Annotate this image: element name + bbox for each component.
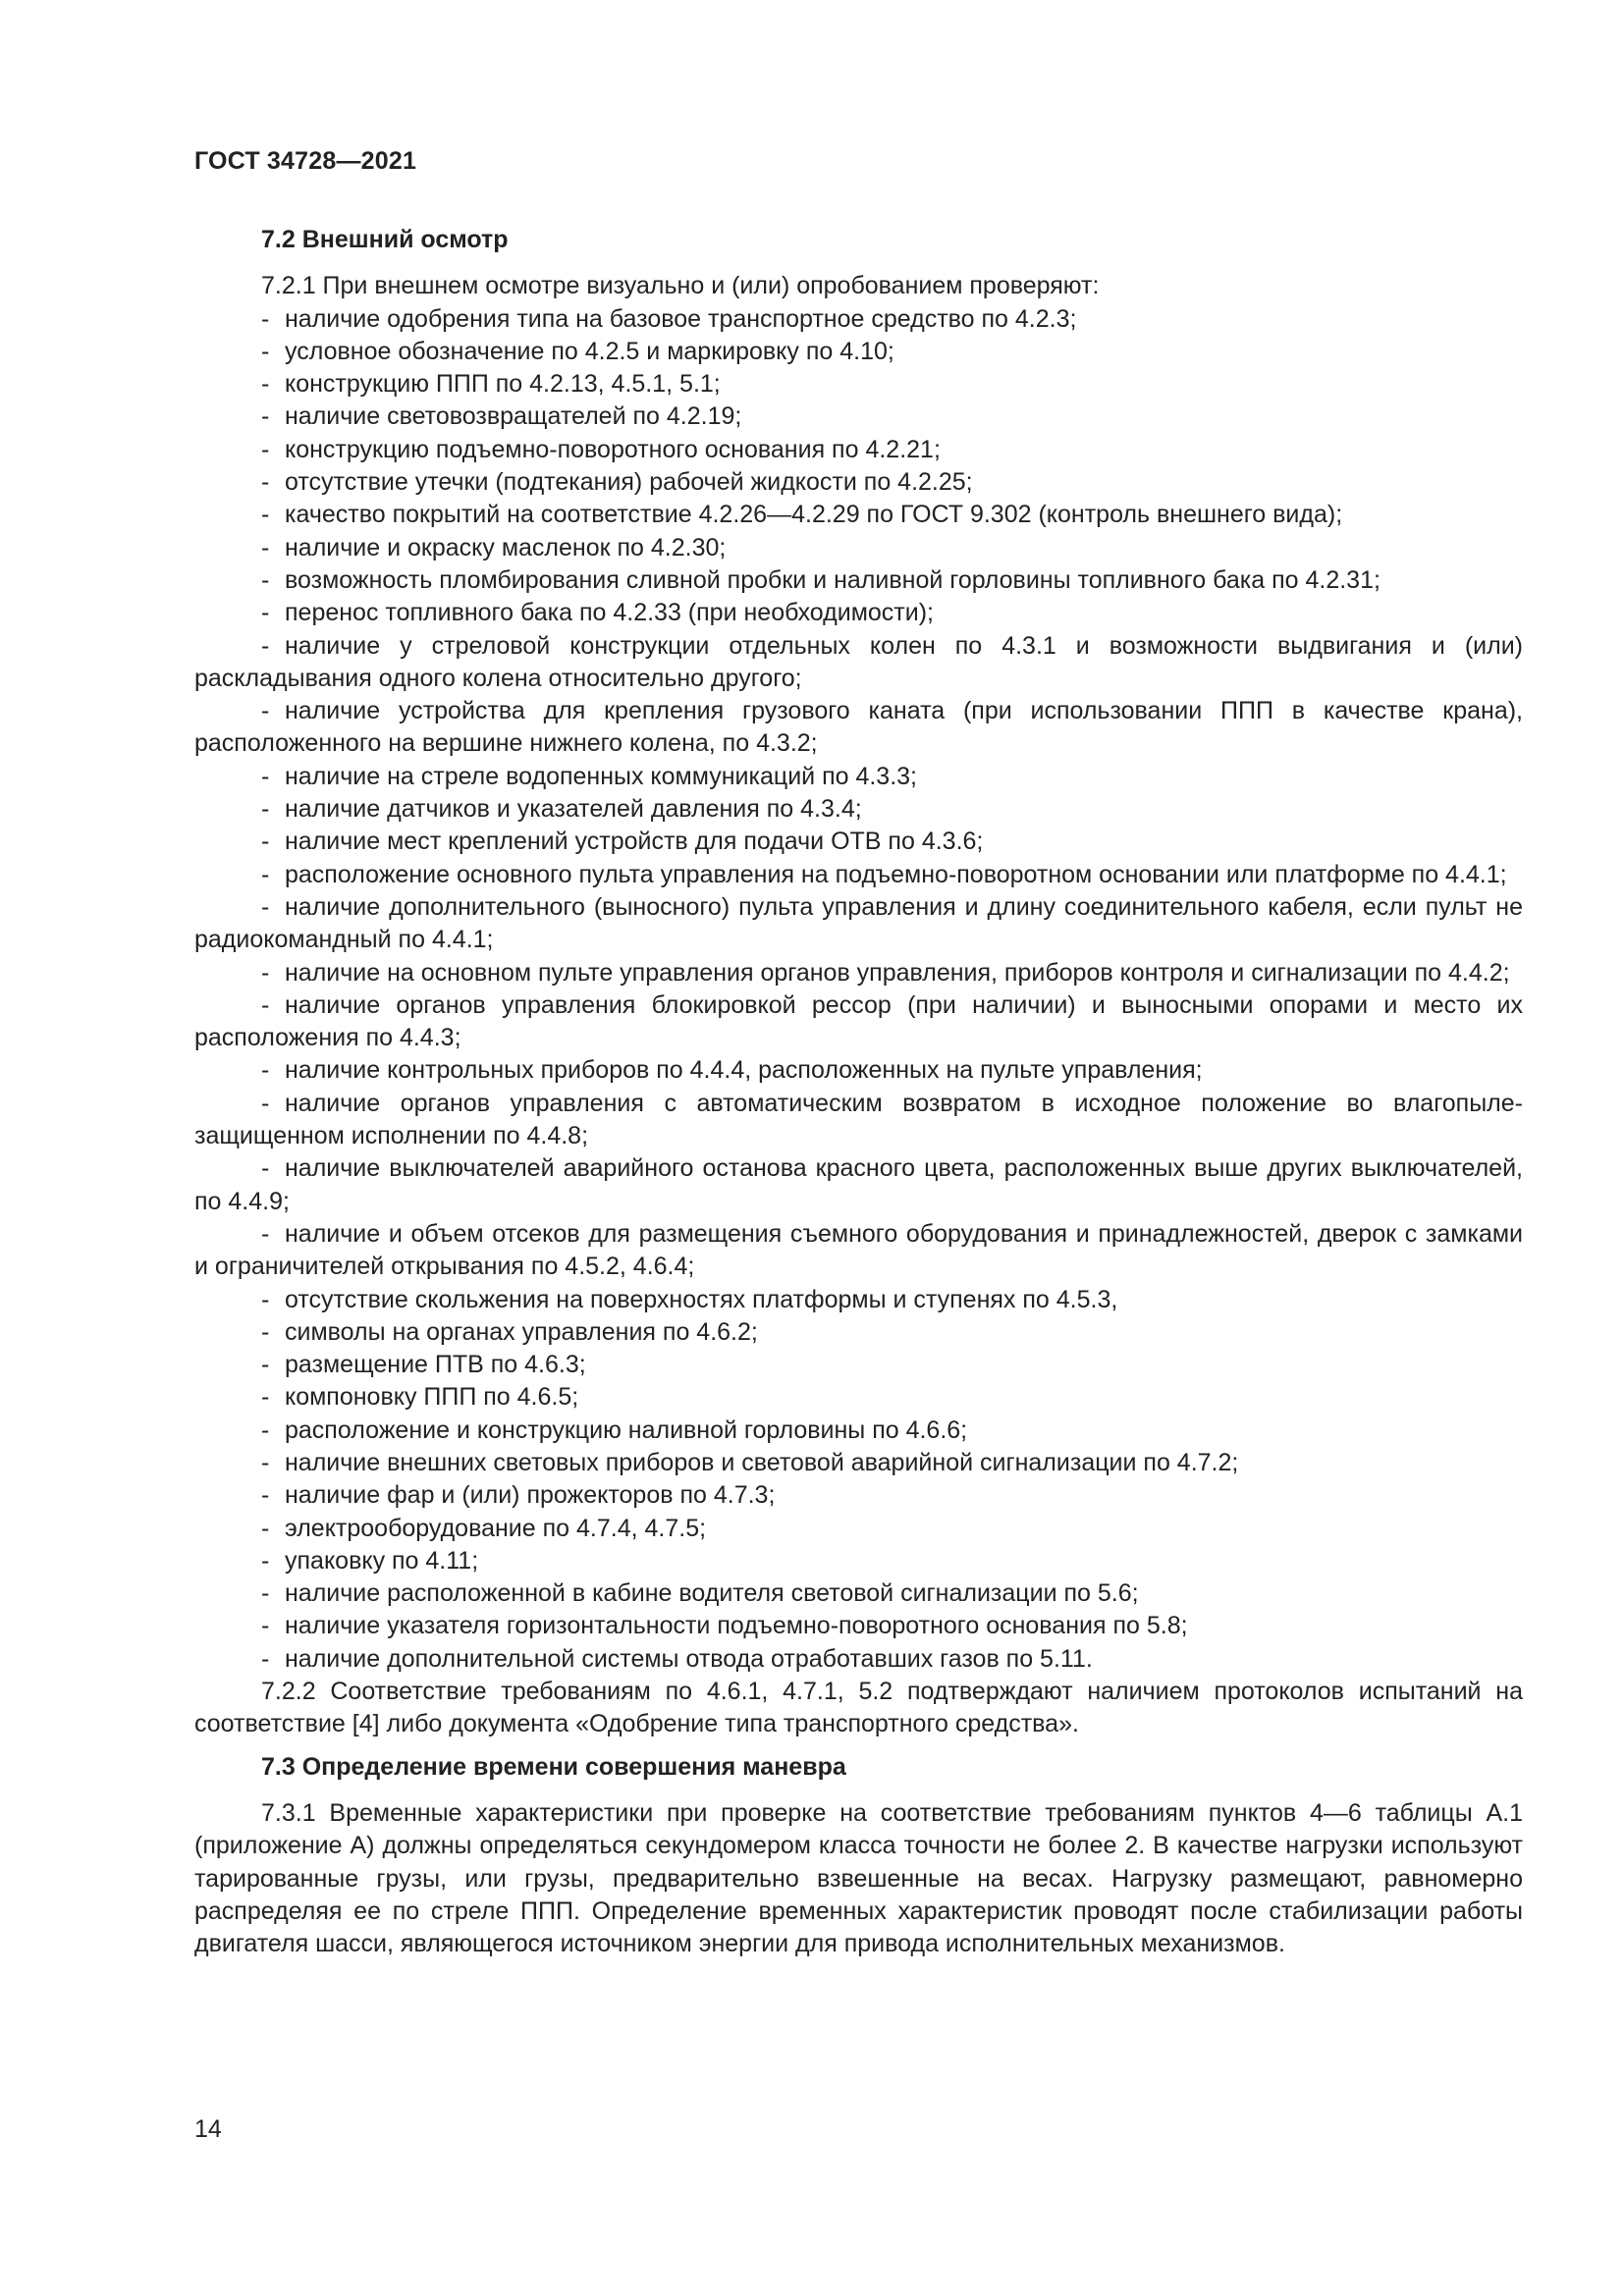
list-dash: -	[261, 1219, 270, 1248]
list-item-text: наличие датчиков и указателей давления по 4.3.4;	[285, 795, 862, 824]
list-dash: -	[261, 1154, 270, 1183]
list-dash: -	[261, 631, 270, 660]
list-item-text: отсутствие скольжения на поверхностях платформы и ступенях по 4.5.3,	[285, 1285, 1118, 1313]
list-item	[194, 564, 1523, 597]
list-item	[194, 1415, 1523, 1447]
list-item	[194, 1447, 1523, 1479]
list-item	[194, 336, 1523, 368]
list-dash: -	[261, 435, 270, 463]
list-item	[194, 1316, 1523, 1349]
list-item	[194, 1513, 1523, 1545]
list-item	[194, 532, 1523, 564]
list-item-text: наличие мест креплений устройств для подачи ОТВ по 4.3.6;	[285, 828, 984, 856]
list-dash: -	[261, 370, 270, 399]
list-dash: -	[261, 1644, 270, 1673]
list-item-text: наличие и окраску масленок по 4.2.30;	[285, 533, 727, 561]
list-item-text: условное обозначение по 4.2.5 и маркировку по 4.10;	[285, 337, 894, 365]
list-item	[194, 400, 1523, 433]
list-dash: -	[261, 304, 270, 333]
list-dash: -	[261, 892, 270, 921]
list-item-text: наличие световозвращателей по 4.2.19;	[285, 402, 742, 431]
inspection-items-list	[194, 303, 1523, 1676]
paragraph-7-2-2: 7.2.2 Соответствие требованиям по 4.6.1, 4.7.1, 5.2 подтверждают наличием протоколов испытаний на соответствие [4] либо документа «Одобрение типа транспортного средства».	[194, 1678, 1523, 1738]
list-dash: -	[261, 1317, 270, 1346]
list-dash: -	[261, 533, 270, 561]
list-dash: -	[261, 1546, 270, 1575]
list-item-text: наличие одобрения типа на базовое транспортное средство по 4.2.3;	[285, 304, 1077, 333]
list-dash: -	[261, 1351, 270, 1379]
list-item-text: наличие на стреле водопенных коммуникаций по 4.3.3;	[285, 762, 918, 790]
list-item	[194, 957, 1523, 989]
list-dash: -	[261, 828, 270, 856]
list-item	[194, 630, 1523, 696]
list-item-text: наличие выключателей аварийного останова красного цвета, расположенных выше других выключателей, по 4.4.9;	[194, 1154, 1523, 1215]
list-item-text: конструкцию подъемно-поворотного основания по 4.2.21;	[285, 435, 941, 463]
list-item	[194, 1349, 1523, 1381]
list-dash: -	[261, 1415, 270, 1444]
list-item	[194, 499, 1523, 531]
list-item	[194, 434, 1523, 466]
list-item	[194, 1610, 1523, 1642]
list-item-text: конструкцию ППП по 4.2.13, 4.5.1, 5.1;	[285, 370, 721, 399]
list-item	[194, 368, 1523, 400]
section-7-2-title: 7.2 Внешний осмотр	[261, 226, 509, 253]
list-item-text: наличие контрольных приборов по 4.4.4, расположенных на пульте управления;	[285, 1056, 1203, 1085]
list-item-text: упаковку по 4.11;	[285, 1546, 479, 1575]
list-item-text: наличие внешних световых приборов и световой аварийной сигнализации по 4.7.2;	[285, 1448, 1239, 1476]
list-item	[194, 761, 1523, 793]
list-item	[194, 1054, 1523, 1087]
list-dash: -	[261, 958, 270, 987]
list-item	[194, 793, 1523, 826]
list-dash: -	[261, 1056, 270, 1085]
list-dash: -	[261, 990, 270, 1019]
list-item-text: наличие фар и (или) прожекторов по 4.7.3;	[285, 1481, 776, 1510]
list-dash: -	[261, 860, 270, 888]
list-item-text: возможность пломбирования сливной пробки и наливной горловины топливного бака по 4.2.31;	[285, 565, 1380, 594]
list-item-text: наличие устройства для крепления грузового каната (при использовании ППП в качестве крана), расположенного на вершине нижнего колена, по 4.3.2;	[194, 697, 1523, 758]
list-dash: -	[261, 1514, 270, 1542]
list-item-text: наличие расположенной в кабине водителя световой сигнализации по 5.6;	[285, 1579, 1139, 1608]
list-dash: -	[261, 468, 270, 497]
list-item-text: качество покрытий на соответствие 4.2.26—4.2.29 по ГОСТ 9.302 (контроль внешнего вида);	[285, 501, 1343, 529]
list-item	[194, 1152, 1523, 1218]
list-item	[194, 1088, 1523, 1153]
list-item	[194, 466, 1523, 499]
list-item	[194, 826, 1523, 858]
list-item	[194, 695, 1523, 761]
list-dash: -	[261, 1481, 270, 1510]
list-item-text: перенос топливного бака по 4.2.33 (при необходимости);	[285, 599, 934, 627]
list-dash: -	[261, 697, 270, 725]
list-dash: -	[261, 1383, 270, 1412]
list-dash: -	[261, 402, 270, 431]
list-dash: -	[261, 501, 270, 529]
list-dash: -	[261, 599, 270, 627]
list-dash: -	[261, 795, 270, 824]
paragraph-7-2-1-intro: 7.2.1 При внешнем осмотре визуально и (или) опробованием проверяют:	[261, 272, 1100, 300]
list-item-text: наличие дополнительного (выносного) пульта управления и длину соединительного кабеля, если пульт не радиокомандный по 4.4.1;	[194, 892, 1523, 954]
list-item	[194, 1643, 1523, 1676]
section-7-3-title: 7.3 Определение времени совершения маневра	[261, 1752, 846, 1781]
list-item-text: размещение ПТВ по 4.6.3;	[285, 1351, 586, 1379]
page-content	[194, 224, 1523, 1960]
list-item-text: расположение основного пульта управления на подъемно-поворотном основании или платформе по 4.4.1;	[285, 860, 1507, 888]
list-item-text: наличие на основном пульте управления органов управления, приборов контроля и сигнализации по 4.4.2;	[285, 958, 1510, 987]
list-dash: -	[261, 1285, 270, 1313]
list-item	[194, 1218, 1523, 1284]
list-item-text: компоновку ППП по 4.6.5;	[285, 1383, 579, 1412]
list-dash: -	[261, 337, 270, 365]
list-item-text: отсутствие утечки (подтекания) рабочей жидкости по 4.2.25;	[285, 468, 973, 497]
list-item-text: наличие и объем отсеков для размещения съемного оборудования и принадлежностей, дверок с замками и ограничителей открывания по 4.5.2, 4.6.4;	[194, 1219, 1523, 1281]
standard-header: ГОСТ 34728—2021	[194, 147, 417, 175]
list-item-text: расположение и конструкцию наливной горловины по 4.6.6;	[285, 1415, 968, 1444]
list-item	[194, 989, 1523, 1055]
list-item	[194, 891, 1523, 957]
page-number: 14	[194, 2115, 222, 2143]
list-dash: -	[261, 1089, 270, 1117]
list-dash: -	[261, 1448, 270, 1476]
list-item	[194, 1284, 1523, 1316]
list-item	[194, 597, 1523, 629]
list-item	[194, 859, 1523, 891]
list-dash: -	[261, 762, 270, 790]
list-item-text: наличие указателя горизонтальности подъемно-поворотного основания по 5.8;	[285, 1612, 1188, 1640]
list-item-text: наличие органов управления блокировкой рессор (при наличии) и выносными опорами и место их расположения по 4.4.3;	[194, 990, 1523, 1052]
list-dash: -	[261, 1612, 270, 1640]
list-item-text: наличие органов управления с автоматическим возвратом в исходное положение во влагопылезащищенном исполнении по 4.4.8;	[194, 1089, 1523, 1150]
list-item	[194, 1479, 1523, 1512]
list-item-text: наличие дополнительной системы отвода отработавших газов по 5.11.	[285, 1644, 1093, 1673]
list-dash: -	[261, 1579, 270, 1608]
list-item	[194, 303, 1523, 336]
paragraph-7-3-1: 7.3.1 Временные характеристики при проверке на соответствие требованиям пунктов 4—6 таблицы А.1 (приложение А) должны определяться секундомером класса точности не более 2. В качестве нагрузки используют тарированные грузы, или грузы, предварительно взвешенные на весах. Нагрузку размещают, равномерно распределяя ее по стреле ППП. Определение временных характеристик проводят после стабилизации работы двигателя шасси, являющегося источником энергии для привода исполнительных механизмов.	[194, 1798, 1523, 1958]
list-item	[194, 1577, 1523, 1610]
list-item-text: электрооборудование по 4.7.4, 4.7.5;	[285, 1514, 707, 1542]
list-item-text: наличие у стреловой конструкции отдельных колен по 4.3.1 и возможности выдвигания и (или) раскладывания одного колена относительно другого;	[194, 631, 1523, 692]
list-item	[194, 1545, 1523, 1577]
list-item-text: символы на органах управления по 4.6.2;	[285, 1317, 758, 1346]
list-item	[194, 1381, 1523, 1414]
list-dash: -	[261, 565, 270, 594]
